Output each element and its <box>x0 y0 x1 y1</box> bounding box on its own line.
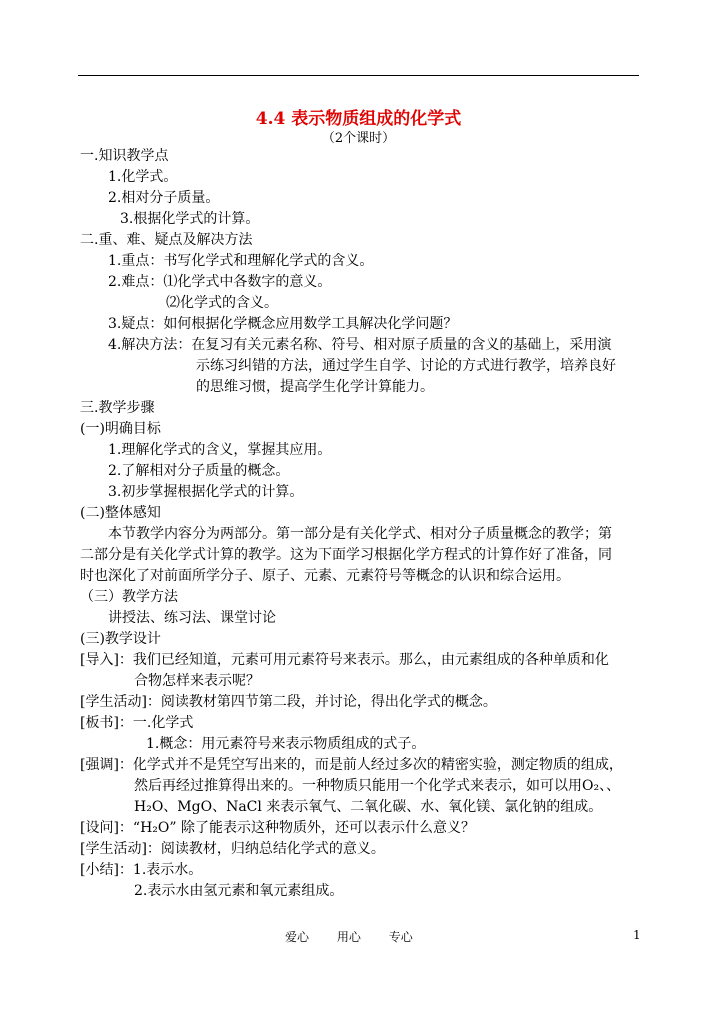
paragraph-line: 合物怎样来表示呢？ <box>134 673 260 689</box>
footer-word: 用心 <box>336 930 361 944</box>
paragraph-line: 二部分是有关化学式计算的教学。这为下面学习根据化学方程式的计算作好了准备，同 <box>80 547 612 563</box>
paragraph-line: [学生活动]：阅读教材，归纳总结化学式的意义。 <box>80 841 385 857</box>
header-rule <box>78 75 639 76</box>
section-heading: 二.重、难、疑点及解决方法 <box>80 232 253 248</box>
paragraph-line: 1.概念：用元素符号来表示物质组成的式子。 <box>146 736 426 752</box>
paragraph-line: 然后再经过推算得出来的。一种物质只能用一个化学式来表示，如可以用O₂、、 <box>134 778 621 794</box>
page-title: 4.4 表示物质组成的化学式 <box>255 109 462 129</box>
paragraph-line: [板书]：一.化学式 <box>80 715 194 731</box>
paragraph-line: [导入]：我们已经知道，元素可用元素符号来表示。那么，由元素组成的各种单质和化 <box>80 652 609 668</box>
paragraph-line: 示练习纠错的方法，通过学生自学、讨论的方式进行教学，培养良好 <box>196 358 616 374</box>
paragraph-line: [学生活动]：阅读教材第四节第二段，并讨论，得出化学式的概念。 <box>80 694 497 710</box>
list-item: 1.化学式。 <box>108 169 178 185</box>
paragraph-line: [强调]：化学式并不是凭空写出来的，而是前人经过多次的精密实验，测定物质的组成， <box>80 757 623 773</box>
list-item: 2.相对分子质量。 <box>108 190 220 206</box>
list-item: 3.疑点：如何根据化学概念应用数学工具解决化学问题？ <box>108 316 458 332</box>
page-subtitle: （2个课时） <box>321 131 396 146</box>
list-item: 3.根据化学式的计算。 <box>120 211 260 227</box>
page-number: 1 <box>633 928 641 942</box>
paragraph-line: 讲授法、练习法、课堂讨论 <box>108 610 276 626</box>
paragraph-line: 2.表示水由氢元素和氧元素组成。 <box>134 883 344 899</box>
list-item: 1.理解化学式的含义，掌握其应用。 <box>108 442 332 458</box>
subsection-heading: (二)整体感知 <box>80 505 161 521</box>
list-item: 3.初步掌握根据化学式的计算。 <box>108 484 304 500</box>
paragraph-line: [小结]：1.表示水。 <box>80 862 203 878</box>
paragraph-line: [设问]：“H₂O” 除了能表示这种物质外，还可以表示什么意义？ <box>80 820 475 836</box>
paragraph-line: 的思维习惯，提高学生化学计算能力。 <box>196 379 434 395</box>
list-item: 1.重点：书写化学式和理解化学式的含义。 <box>108 253 374 269</box>
paragraph-line: H₂O、MgO、NaCl 来表示氧气、二氧化碳、水、氧化镁、氯化钠的组成。 <box>134 799 603 815</box>
footer-word: 爱心 <box>285 930 310 944</box>
section-heading: 三.教学步骤 <box>80 400 155 416</box>
subsection-heading: （三）教学方法 <box>80 589 178 605</box>
list-item: 2.难点：⑴化学式中各数字的意义。 <box>108 274 332 290</box>
paragraph-line: 时也深化了对前面所学分子、原子、元素、元素符号等概念的认识和综合运用。 <box>80 568 570 584</box>
list-item: ⑵化学式的含义。 <box>166 295 278 311</box>
footer-word: 专心 <box>388 930 413 944</box>
section-heading: 一.知识教学点 <box>80 148 169 164</box>
paragraph-line: 本节教学内容分为两部分。第一部分是有关化学式、相对分子质量概念的教学；第 <box>108 526 612 542</box>
subsection-heading: (一)明确目标 <box>80 421 161 437</box>
page-footer <box>285 928 437 945</box>
list-item: 2.了解相对分子质量的概念。 <box>108 463 290 479</box>
list-item: 4.解决方法：在复习有关元素名称、符号、相对原子质量的含义的基础上，采用演 <box>108 337 612 353</box>
subsection-heading: (三)教学设计 <box>80 631 161 647</box>
